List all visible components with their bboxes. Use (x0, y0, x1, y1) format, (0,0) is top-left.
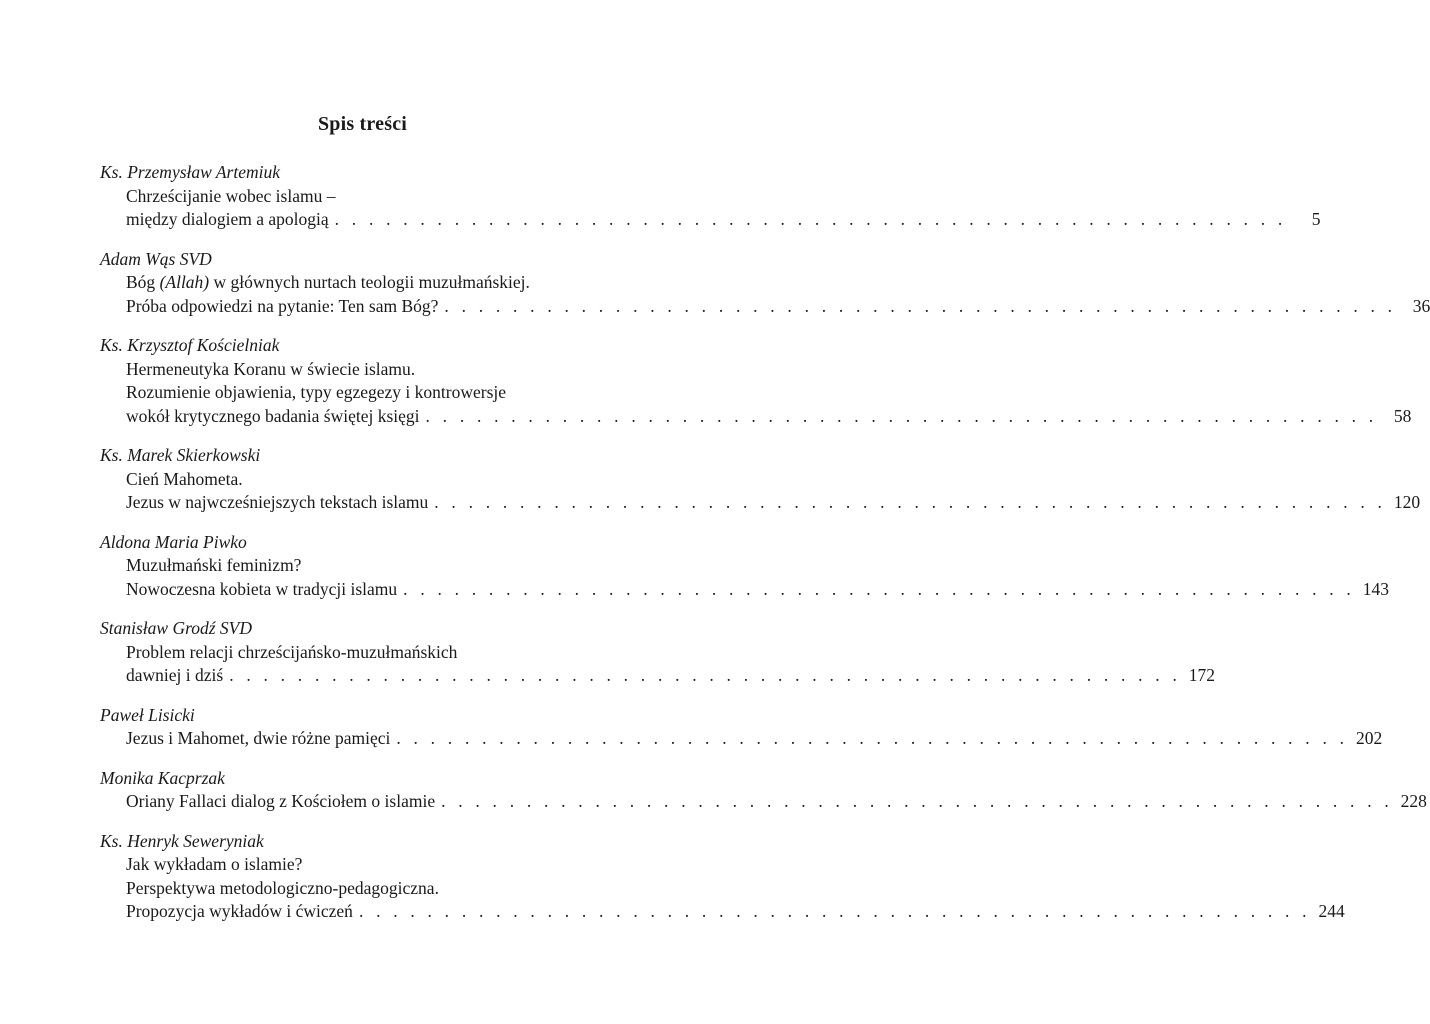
dot-leader: . . . . . . . . . . . . . . . . . . . . . . . . . . . . . . . . . . . . . . . . . . . . . . . . . . . . . . . . (441, 791, 1393, 811)
entry-title-last-line (100, 727, 1383, 751)
dot-leader: . . . . . . . . . . . . . . . . . . . . . . . . . . . . . . . . . . . . . . . . . . . . . . . . . . . . . . . . (425, 405, 1378, 426)
entry-title-text: dawniej i dziś (126, 665, 224, 685)
toc-entry (100, 704, 1383, 751)
entry-title-text: Oriany Fallaci dialog z Kościołem o islamie (126, 791, 436, 811)
entry-author: Aldona Maria Piwko (100, 531, 247, 552)
entry-author: Ks. Henryk Seweryniak (100, 830, 264, 851)
entry-page-number: 5 (1311, 209, 1321, 229)
toc-entry (100, 334, 1412, 428)
entry-title-text-part: Bóg (126, 272, 160, 292)
entry-title-line: Perspektywa metodologiczno-pedagogiczna. (126, 877, 439, 898)
entry-page-number: 36 (1412, 295, 1430, 316)
entry-title-line: Hermeneutyka Koranu w świecie islamu. (126, 358, 416, 379)
toc-entry (100, 617, 1216, 688)
entry-title-line: Chrześcijanie wobec islamu – (126, 185, 336, 206)
entry-author: Monika Kacprzak (100, 767, 225, 788)
dot-leader: . . . . . . . . . . . . . . . . . . . . . . . . . . . . . . . . . . . . . . . . . . . . . . . . . . . . . . . . (229, 665, 1182, 685)
entry-title-last-line (100, 491, 1421, 515)
toc-heading: Spis treści (317, 113, 408, 135)
entry-author: Stanisław Grodź SVD (100, 618, 253, 638)
entry-title-line: Muzułmański feminizm? (126, 555, 302, 575)
entry-title-italic-part: (Allah) (159, 272, 210, 292)
entry-page-number: 172 (1188, 665, 1216, 685)
entry-title-text-part: w głównych nurtach teologii muzułmańskiej. (209, 272, 530, 292)
dot-leader: . . . . . . . . . . . . . . . . . . . . . . . . . . . . . . . . . . . . . . . . . . . . . . . . . . . . . . . . (334, 209, 1287, 229)
entry-author: Adam Wąs SVD (100, 248, 212, 269)
entry-title-last-line (100, 664, 1216, 688)
entry-title-last-line (100, 295, 1430, 319)
entry-author: Ks. Krzysztof Kościelniak (100, 335, 280, 355)
entry-title-line: Rozumienie objawienia, typy egzegezy i kontrowersje (126, 382, 507, 402)
entry-page-number: 202 (1355, 728, 1383, 748)
dot-leader: . . . . . . . . . . . . . . . . . . . . . . . . . . . . . . . . . . . . . . . . . . . . . . . . . . . . . . . . (434, 492, 1387, 512)
entry-title-last-line (100, 790, 1427, 814)
toc-entry (100, 767, 1427, 814)
entry-author: Paweł Lisicki (100, 704, 195, 725)
dot-leader: . . . . . . . . . . . . . . . . . . . . . . . . . . . . . . . . . . . . . . . . . . . . . . . . . . . . . . . . (403, 578, 1355, 599)
toc-entry (100, 444, 1421, 515)
entry-page-number: 58 (1393, 405, 1412, 426)
entry-title-text: Jezus i Mahomet, dwie różne pamięci (126, 728, 391, 748)
entry-title-last-line (100, 208, 1321, 232)
toc-entry (100, 161, 1321, 232)
entry-title-text: Propozycja wykładów i ćwiczeń (126, 901, 353, 921)
entry-title-text: między dialogiem a apologią (126, 209, 329, 229)
entry-title-text: wokół krytycznego badania świętej księgi (126, 405, 420, 426)
entry-title-line: Jak wykładam o islamie? (126, 854, 303, 874)
entry-title-last-line (100, 405, 1412, 429)
dot-leader: . . . . . . . . . . . . . . . . . . . . . . . . . . . . . . . . . . . . . . . . . . . . . . . . . . . . . . . . (396, 728, 1349, 748)
entry-title-text: Nowoczesna kobieta w tradycji islamu (126, 578, 398, 599)
entry-title-line (100, 271, 622, 295)
entry-page-number: 228 (1400, 791, 1427, 811)
dot-leader: . . . . . . . . . . . . . . . . . . . . . . . . . . . . . . . . . . . . . . . . . . . . . . . . . . . . . . . . (358, 901, 1311, 921)
entry-title-last-line (100, 578, 1389, 602)
entry-title-text: Próba odpowiedzi na pytanie: Ten sam Bóg? (126, 295, 439, 316)
toc-list (100, 161, 1430, 940)
entry-title-line: Cień Mahometa. (126, 468, 243, 489)
toc-entry (100, 248, 1430, 319)
entry-page-number: 120 (1393, 492, 1421, 512)
entry-title-text: Jezus w najwcześniejszych tekstach islamu (126, 492, 429, 512)
entry-page-number: 143 (1362, 578, 1389, 599)
entry-title-last-line (100, 900, 1345, 924)
toc-entry (100, 830, 1345, 924)
entry-page-number: 244 (1318, 901, 1345, 921)
entry-author: Ks. Przemysław Artemiuk (100, 162, 281, 182)
entry-author: Ks. Marek Skierkowski (100, 445, 261, 465)
entry-title-line: Problem relacji chrześcijańsko-muzułmańskich (126, 641, 458, 662)
toc-entry (100, 531, 1389, 602)
dot-leader: . . . . . . . . . . . . . . . . . . . . . . . . . . . . . . . . . . . . . . . . . . . . . . . . . . . . . . . . (444, 295, 1397, 316)
